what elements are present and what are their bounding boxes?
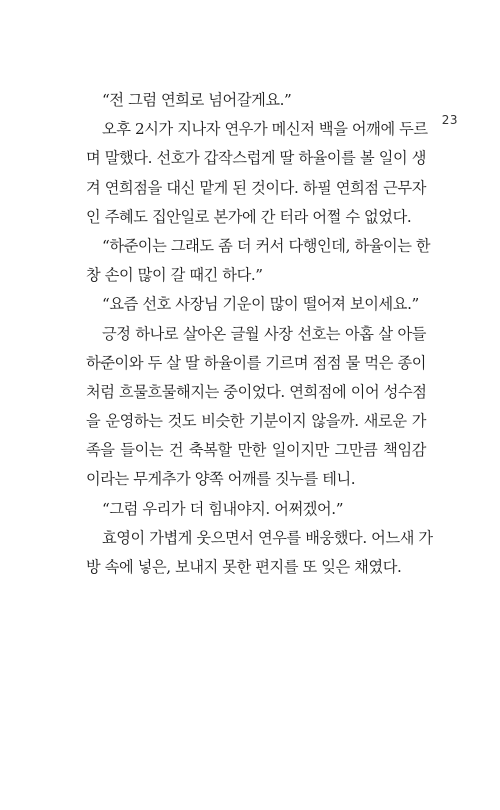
text-line: “전 그럼 연희로 넘어갈게요.”: [102, 91, 292, 109]
text-line: “그럼 우리가 더 힘내야지. 어쩌겠어.”: [102, 499, 344, 518]
text-line: “하준이는 그래도 좀 더 커서 다행인데, 하율이는 한: [102, 236, 431, 255]
page-number: 23: [441, 113, 458, 127]
text-line: 족을 들이는 건 축복할 만한 일이지만 그만큼 책임감: [86, 441, 426, 460]
text-line: 을 운영하는 것도 비슷한 기분이지 않을까. 새로운 가: [86, 412, 426, 431]
text-line: “요즘 선호 사장님 기운이 많이 떨어져 보이세요.”: [102, 295, 419, 314]
text-line: 겨 연희점을 대신 맡게 된 것이다. 하필 연희점 근무자: [86, 178, 426, 197]
body-text: [86, 86, 433, 582]
text-line: 오후 2시가 지나자 연우가 메신저 백을 어깨에 두르: [102, 120, 428, 139]
text-line: 효영이 가볍게 웃으면서 연우를 배웅했다. 어느새 가: [102, 528, 433, 547]
text-line: 며 말했다. 선호가 갑작스럽게 딸 하율이를 볼 일이 생: [86, 149, 426, 168]
text-line: 하준이와 두 살 딸 하율이를 기르며 점점 물 먹은 종이: [86, 353, 426, 372]
text-line: 인 주혜도 집안일로 본가에 간 터라 어쩔 수 없었다.: [86, 207, 412, 226]
text-line: 이라는 무게추가 양쪽 어깨를 짓누를 테니.: [86, 470, 356, 489]
text-line: 방 속에 넣은, 보내지 못한 편지를 또 잊은 채였다.: [86, 558, 402, 576]
text-line: 창 손이 많이 갈 때긴 하다.”: [86, 266, 263, 285]
text-line: 긍정 하나로 살아온 글월 사장 선호는 아홉 살 아들: [102, 324, 426, 343]
text-line: 처럼 흐물흐물해지는 중이었다. 연희점에 이어 성수점: [86, 382, 427, 401]
